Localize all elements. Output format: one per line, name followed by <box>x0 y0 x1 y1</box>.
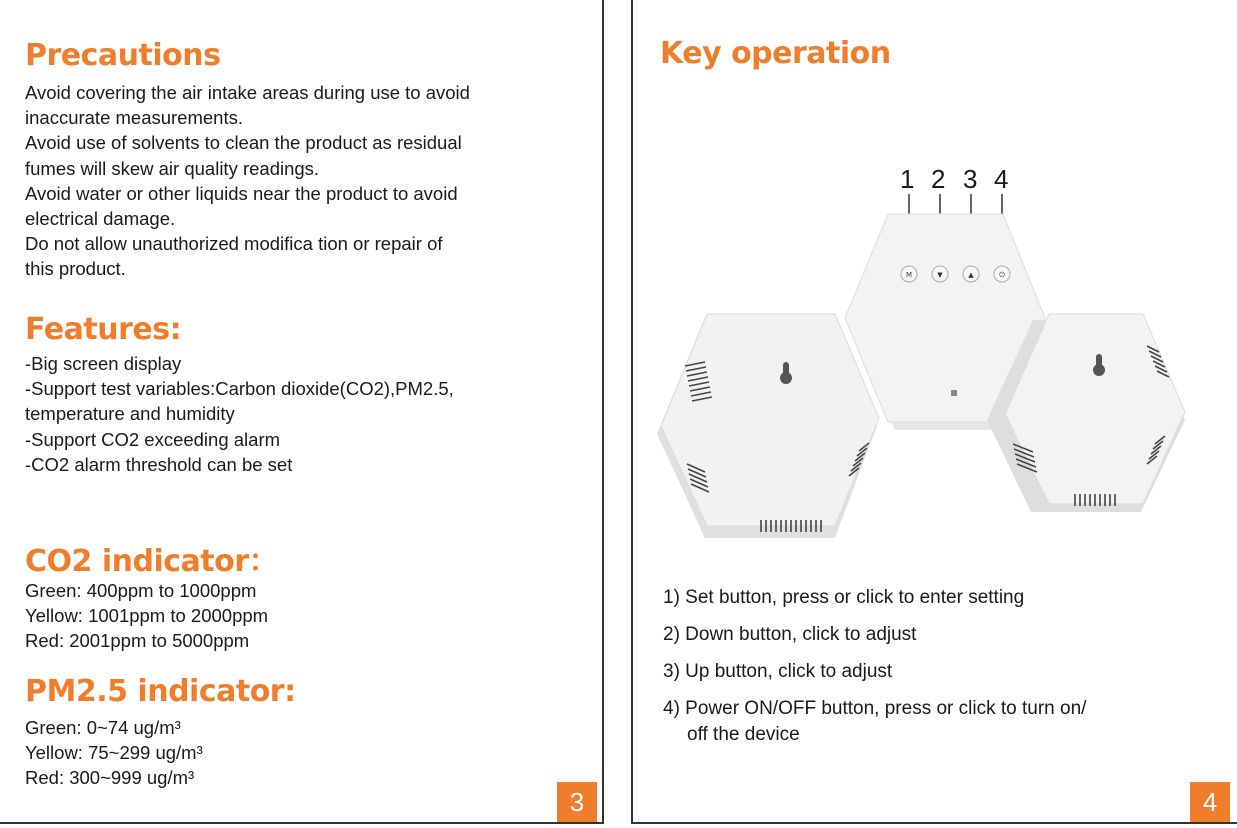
co2-text: Green: 400ppm to 1000ppm Yellow: 1001ppm to 2000ppm Red: 2001ppm to 5000ppm <box>25 580 269 652</box>
pm25-text: Green: 0~74 ug/m³ Yellow: 75~299 ug/m³ Red: 300~999 ug/m³ <box>25 717 203 789</box>
key-item-3: 3) Up button, click to adjust <box>663 661 893 682</box>
sensor-indicator <box>951 390 957 396</box>
co2-heading: CO2 indicator： <box>25 544 279 579</box>
precautions-heading: Precautions <box>25 38 221 73</box>
page-3 <box>0 0 604 824</box>
key-item-1: 1) Set button, press or click to enter setting <box>663 587 1025 608</box>
button-number-2: 2 <box>931 164 946 194</box>
button-number-3: 3 <box>963 164 978 194</box>
features-text: -Big screen display -Support test variables:Carbon dioxide(CO2),PM2.5, temperature and humidity -Support CO2 exceeding alarm -CO2 alarm threshold can be set <box>25 353 454 475</box>
set-button-icon: M <box>905 271 913 279</box>
power-button-icon: ⏻ <box>999 271 1005 279</box>
page-number-3: 3 <box>557 782 597 822</box>
device-illustration <box>655 194 1191 546</box>
page-number-4: 4 <box>1190 782 1230 822</box>
key-descriptions <box>663 586 1086 747</box>
key-item-2: 2) Down button, click to adjust <box>663 624 917 645</box>
features-heading: Features: <box>25 312 182 347</box>
button-number-4: 4 <box>994 164 1009 194</box>
page-4 <box>631 0 1237 824</box>
left-module <box>661 314 879 526</box>
up-button-icon: ▲ <box>968 271 974 279</box>
precautions-text: Avoid covering the air intake areas during use to avoid inaccurate measurements. Avoid use of solvents to clean the product as residual fumes will skew air quality readings. Avoid water or other liquids near the product to avoid electrical damage. Do not allow unauthorized modifica tion or repair of this product. <box>25 82 470 280</box>
button-number-1: 1 <box>900 164 915 194</box>
down-button-icon: ▼ <box>937 271 943 279</box>
key-operation-heading: Key operation <box>660 36 891 71</box>
pm25-heading: PM2.5 indicator: <box>25 674 296 709</box>
key-item-4: 4) Power ON/OFF button, press or click to turn on/ off the device <box>663 698 1087 745</box>
